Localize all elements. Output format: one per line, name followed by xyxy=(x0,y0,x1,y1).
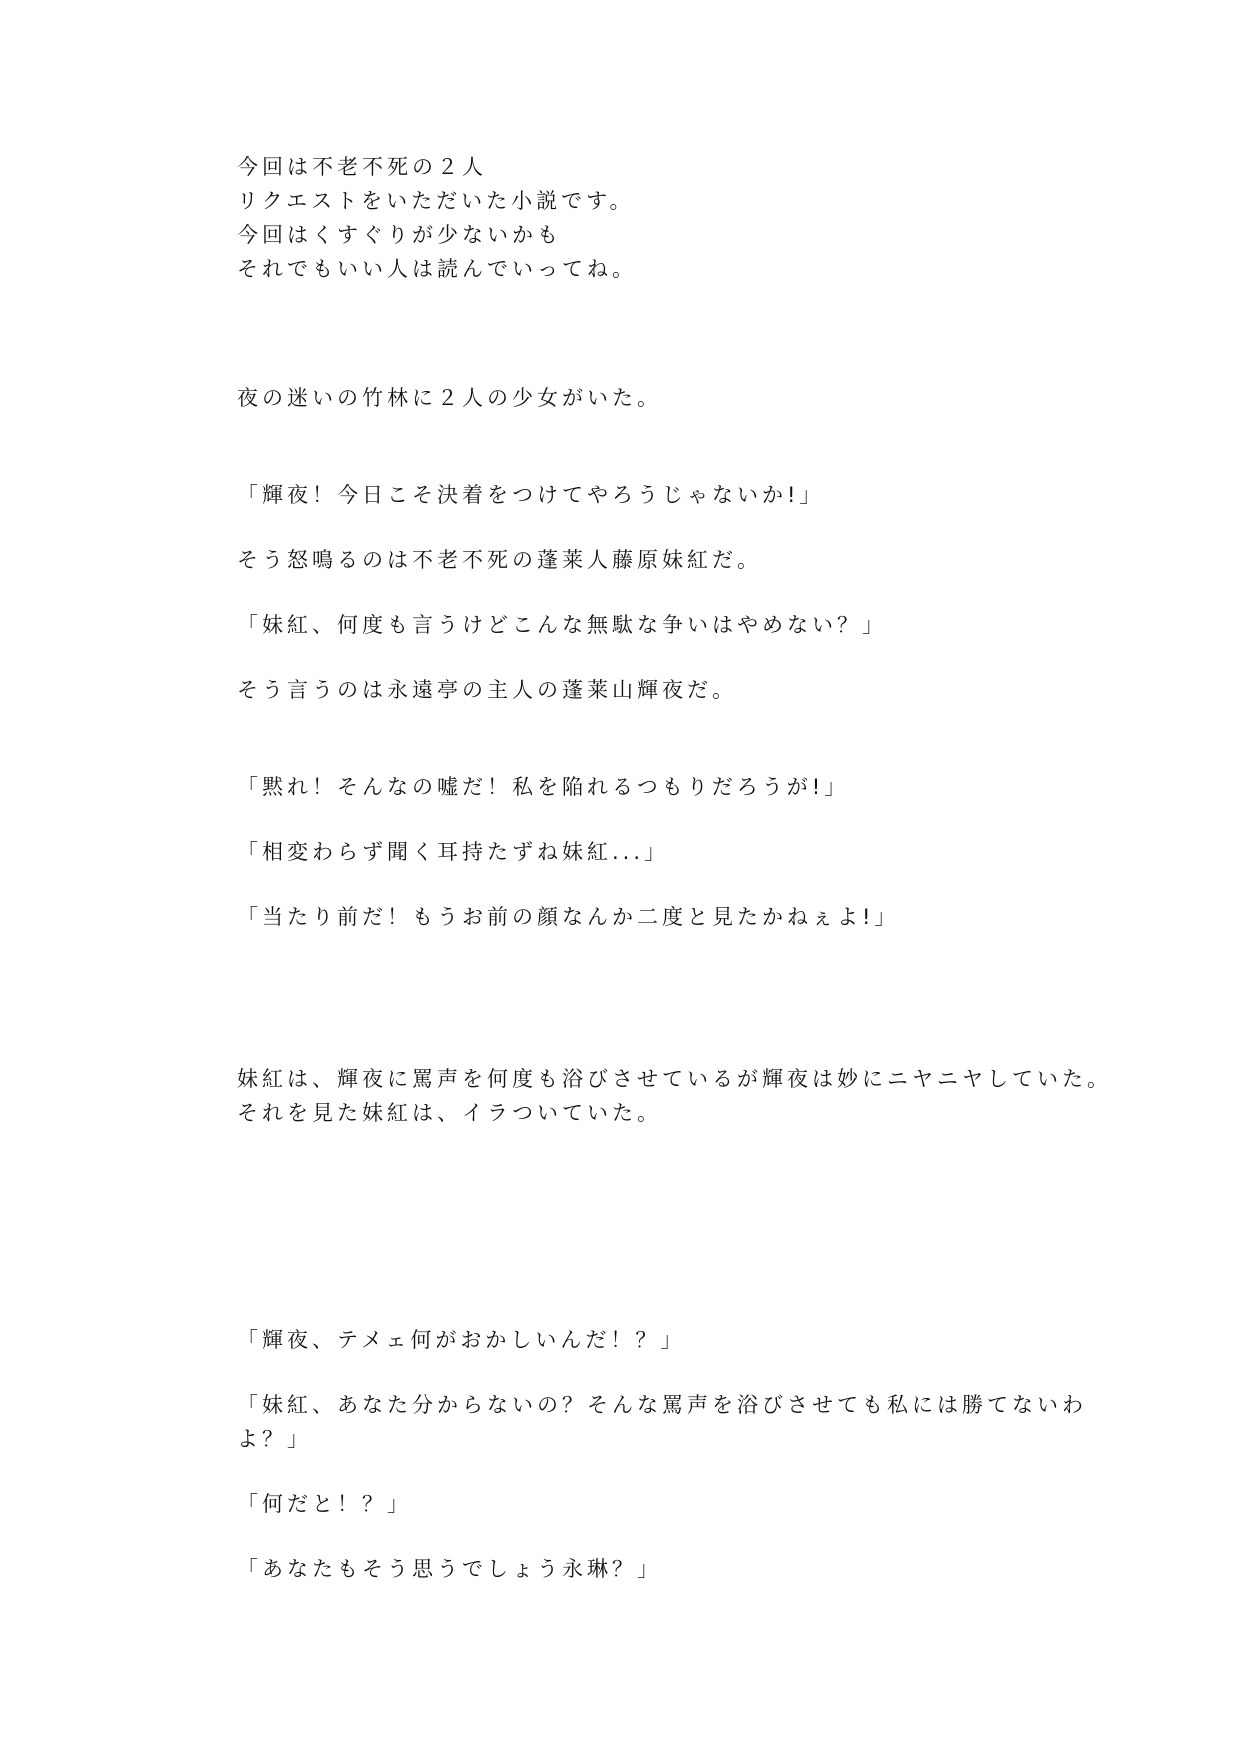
dialogue-line: 「あなたもそう思うでしょう永琳？」 xyxy=(237,1557,662,1581)
dialogue-line: 「黙れ！そんなの嘘だ！私を陥れるつもりだろうが!」 xyxy=(237,775,850,799)
intro-line-2: リクエストをいただいた小説です。 xyxy=(237,189,635,213)
intro-line-4: それでもいい人は読んでいってね。 xyxy=(237,257,637,281)
dialogue-line: 「何だと！？」 xyxy=(237,1492,412,1516)
intro-line-3: 今回はくすぐりが少ないかも xyxy=(237,223,562,247)
dialogue-line: 「妹紅、何度も言うけどこんな無駄な争いはやめない？」 xyxy=(237,613,887,637)
intro-line-1: 今回は不老不死の２人 xyxy=(237,155,487,179)
dialogue-line: 「妹紅、あなた分からないの？そんな罵声を浴びさせても私には勝てないわ xyxy=(237,1393,1087,1417)
dialogue-line-continuation: よ？」 xyxy=(237,1427,312,1451)
dialogue-line: 「相変わらず聞く耳持たずね妹紅...」 xyxy=(237,840,670,864)
narration-line: 妹紅は、輝夜に罵声を何度も浴びさせているが輝夜は妙にニヤニヤしていた。 xyxy=(237,1067,1112,1091)
dialogue-line: 「輝夜！今日こそ決着をつけてやろうじゃないか!」 xyxy=(237,483,825,507)
narration-line: そう言うのは永遠亭の主人の蓬莱山輝夜だ。 xyxy=(237,678,737,702)
narration-line: それを見た妹紅は、イラついていた。 xyxy=(237,1101,662,1125)
narration-line: 夜の迷いの竹林に２人の少女がいた。 xyxy=(237,386,662,410)
narration-line: そう怒鳴るのは不老不死の蓬莱人藤原妹紅だ。 xyxy=(237,548,762,572)
dialogue-line: 「当たり前だ！もうお前の顔なんか二度と見たかねぇよ!」 xyxy=(237,905,900,929)
dialogue-line: 「輝夜、テメェ何がおかしいんだ！？」 xyxy=(237,1328,686,1352)
